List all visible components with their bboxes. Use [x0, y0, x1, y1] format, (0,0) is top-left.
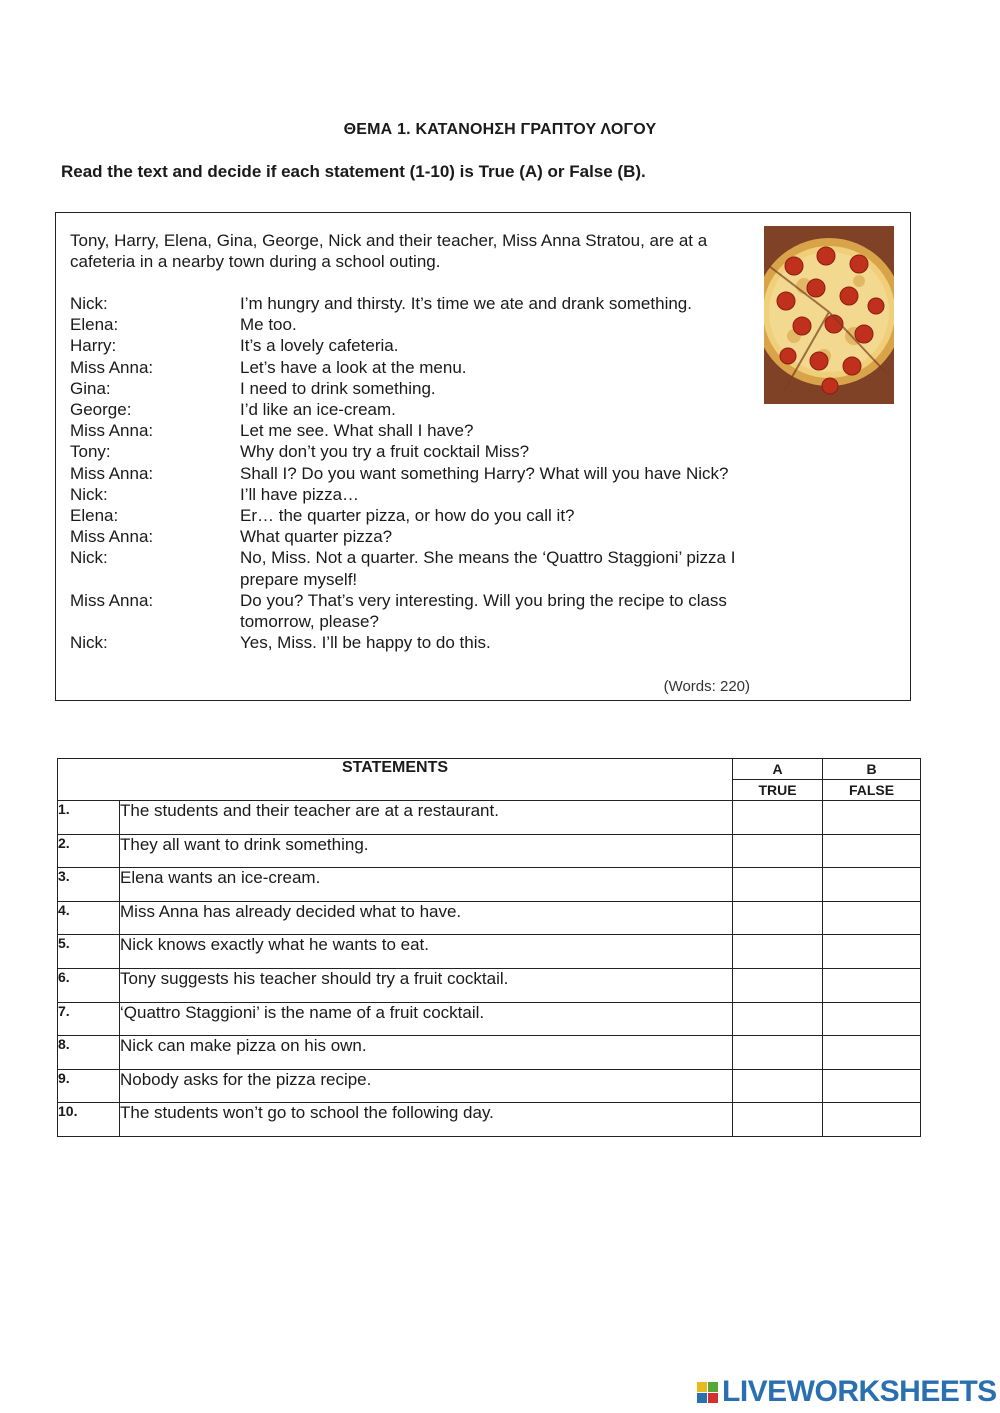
speaker-line: Let’s have a look at the menu.	[240, 357, 467, 377]
word-count: (Words: 220)	[663, 678, 750, 695]
statement-text: Tony suggests his teacher should try a fruit cocktail.	[120, 968, 733, 1002]
speaker-line: What quarter pizza?	[240, 527, 393, 547]
true-answer-cell[interactable]	[733, 801, 823, 835]
speaker-name: Miss Anna:	[70, 527, 154, 547]
statement-row	[58, 868, 921, 902]
dialogue-line	[70, 484, 770, 505]
dialogue-line	[70, 505, 770, 526]
dialogue-line	[70, 420, 770, 441]
speaker-line: Me too.	[240, 315, 297, 335]
speaker-line: Let me see. What shall I have?	[240, 421, 474, 441]
speaker-line: I’ll have pizza…	[240, 484, 360, 504]
logo-text: LIVEWORKSHEETS	[722, 1375, 997, 1408]
statement-number: 3.	[58, 868, 120, 902]
dialogue-line	[70, 547, 770, 589]
statement-number: 10.	[58, 1103, 120, 1137]
speaker-name: Miss Anna:	[70, 590, 154, 610]
false-answer-cell[interactable]	[823, 968, 921, 1002]
statement-number: 9.	[58, 1069, 120, 1103]
false-answer-cell[interactable]	[823, 935, 921, 969]
true-answer-cell[interactable]	[733, 1069, 823, 1103]
false-answer-cell[interactable]	[823, 901, 921, 935]
dialogue-line	[70, 526, 770, 547]
column-a-header: A	[733, 759, 823, 780]
false-answer-cell[interactable]	[823, 1036, 921, 1070]
statement-number: 8.	[58, 1036, 120, 1070]
statement-row	[58, 901, 921, 935]
statement-text: Nick knows exactly what he wants to eat.	[120, 935, 733, 969]
speaker-line: I need to drink something.	[240, 378, 436, 398]
true-answer-cell[interactable]	[733, 834, 823, 868]
statement-row	[58, 1103, 921, 1137]
dialogue-line	[70, 293, 770, 314]
statements-table	[57, 758, 921, 1137]
speaker-name: Miss Anna:	[70, 463, 154, 483]
speaker-name: Nick:	[70, 484, 108, 504]
speaker-name: Miss Anna:	[70, 357, 154, 377]
reading-text-box	[55, 212, 911, 701]
statement-text: ‘Quattro Staggioni’ is the name of a fruit cocktail.	[120, 1002, 733, 1036]
statement-text: The students and their teacher are at a restaurant.	[120, 801, 733, 835]
dialogue-line	[70, 378, 770, 399]
dialogue-line	[70, 357, 770, 378]
false-answer-cell[interactable]	[823, 1002, 921, 1036]
false-answer-cell[interactable]	[823, 801, 921, 835]
statement-text: Nick can make pizza on his own.	[120, 1036, 733, 1070]
statement-number: 1.	[58, 801, 120, 835]
speaker-name: Miss Anna:	[70, 421, 154, 441]
speaker-name: Elena:	[70, 506, 119, 526]
dialogue-line	[70, 314, 770, 335]
speaker-name: Elena:	[70, 315, 119, 335]
statement-row	[58, 801, 921, 835]
statement-text: Miss Anna has already decided what to have.	[120, 901, 733, 935]
statement-row	[58, 1069, 921, 1103]
logo-icon	[697, 1382, 718, 1403]
true-answer-cell[interactable]	[733, 868, 823, 902]
speaker-line: I’d like an ice-cream.	[240, 400, 396, 420]
statement-row	[58, 968, 921, 1002]
statement-number: 4.	[58, 901, 120, 935]
false-answer-cell[interactable]	[823, 1103, 921, 1137]
statement-row	[58, 1002, 921, 1036]
speaker-line: I’m hungry and thirsty. It’s time we ate and drank something.	[240, 294, 692, 313]
statement-row	[58, 935, 921, 969]
false-column-header: FALSE	[823, 780, 921, 801]
statement-number: 6.	[58, 968, 120, 1002]
instructions: Read the text and decide if each statement (1-10) is True (A) or False (B).	[61, 162, 646, 181]
statement-text: Elena wants an ice-cream.	[120, 868, 733, 902]
true-answer-cell[interactable]	[733, 968, 823, 1002]
dialogue-line	[70, 399, 770, 420]
statement-number: 5.	[58, 935, 120, 969]
statement-row	[58, 1036, 921, 1070]
false-answer-cell[interactable]	[823, 1069, 921, 1103]
dialogue-line	[70, 441, 770, 462]
statement-text: The students won’t go to school the following day.	[120, 1103, 733, 1137]
false-answer-cell[interactable]	[823, 834, 921, 868]
statement-text: They all want to drink something.	[120, 834, 733, 868]
true-answer-cell[interactable]	[733, 1002, 823, 1036]
true-answer-cell[interactable]	[733, 901, 823, 935]
speaker-name: George:	[70, 400, 132, 420]
speaker-line: Why don’t you try a fruit cocktail Miss?	[240, 442, 530, 462]
speaker-name: Nick:	[70, 633, 108, 653]
dialogue-line	[70, 632, 770, 653]
true-answer-cell[interactable]	[733, 1103, 823, 1137]
column-b-header: B	[823, 759, 921, 780]
speaker-name: Gina:	[70, 378, 111, 398]
false-answer-cell[interactable]	[823, 868, 921, 902]
dialogue-line	[70, 335, 770, 356]
speaker-line: Er… the quarter pizza, or how do you call it?	[240, 506, 575, 526]
statement-number: 2.	[58, 834, 120, 868]
dialogue	[70, 293, 770, 653]
speaker-line: Shall I? Do you want something Harry? What will you have Nick?	[240, 463, 729, 483]
statement-number: 7.	[58, 1002, 120, 1036]
speaker-name: Nick:	[70, 548, 108, 568]
speaker-line: It’s a lovely cafeteria.	[240, 336, 399, 356]
true-column-header: TRUE	[733, 780, 823, 801]
intro-paragraph: Tony, Harry, Elena, Gina, George, Nick and their teacher, Miss Anna Stratou, are at a cafeteria in a nearby town during a school outing.	[70, 231, 708, 271]
pizza-image	[764, 226, 894, 404]
speaker-line: Yes, Miss. I’ll be happy to do this.	[240, 633, 491, 653]
statement-text: Nobody asks for the pizza recipe.	[120, 1069, 733, 1103]
speaker-line: No, Miss. Not a quarter. She means the ‘Quattro Staggioni’ pizza I prepare myself!	[240, 548, 736, 589]
dialogue-line	[70, 463, 770, 484]
liveworksheets-logo	[697, 1377, 997, 1407]
dialogue-line	[70, 590, 770, 632]
true-answer-cell[interactable]	[733, 935, 823, 969]
speaker-name: Nick:	[70, 294, 108, 313]
speaker-line: Do you? That’s very interesting. Will you bring the recipe to class tomorrow, please?	[240, 590, 727, 632]
speaker-name: Harry:	[70, 336, 117, 356]
speaker-name: Tony:	[70, 442, 111, 462]
worksheet-title: ΘΕΜΑ 1. ΚΑΤΑΝΟΗΣΗ ΓΡΑΠΤΟΥ ΛΟΓΟΥ	[343, 121, 657, 138]
statement-row	[58, 834, 921, 868]
true-answer-cell[interactable]	[733, 1036, 823, 1070]
statements-header: STATEMENTS	[58, 759, 733, 801]
